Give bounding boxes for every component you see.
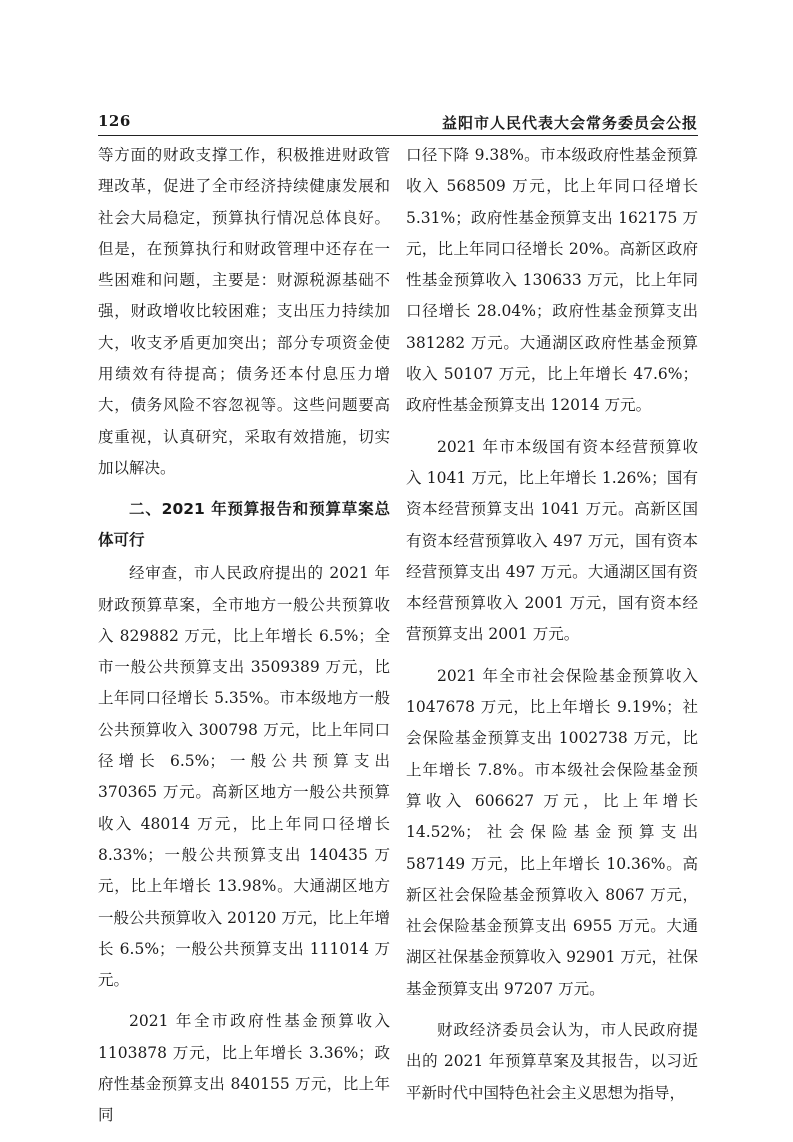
paragraph-government-fund: 2021 年全市政府性基金预算收入 1103878 万元，比上年增长 3.36%；政府性基金预算支出 840155 万元，比上年同 (98, 1012, 390, 1125)
page-number: 126 (98, 112, 131, 130)
section-heading: 二、2021 年预算报告和预算草案总体可行 (98, 500, 390, 550)
paragraph-social-insurance: 2021 年全市社会保险基金预算收入 1047678 万元，比上年增长 9.19%；社会保险基金预算支出 1002738 万元，比上年增长 7.8%。市本级社会保险基金预算收入 606627 万元，比上年增长 14.52%；社会保险基金预算支出 587149 万元，比上年增长 10.36%。高新区社会保险基金预算收入 8067 万元，社会保险基金预算支出 6955 万元。大通湖区社保基金预算收入 92901 万元，社保基金预算支出 97207 万元。 (406, 666, 698, 998)
paragraph-state-capital: 2021 年市本级国有资本经营预算收入 1041 万元，比上年增长 1.26%；国有资本经营预算支出 1041 万元。高新区国有资本经营预算收入 497 万元，国有资本经营预算支出 497 万元。大通湖区国有资本经营预算收入 2001 万元，国有资本经营预算支出 2001 万元。 (406, 437, 698, 644)
right-column (406, 140, 698, 1119)
header-divider (98, 135, 698, 136)
paragraph-fund-continued: 口径下降 9.38%。市本级政府性基金预算收入 568509 万元，比上年同口径增长 5.31%；政府性基金预算支出 162175 万元，比上年同口径增长 20%。高新区政府性基金预算收入 130633 万元，比上年同口径增长 28.04%；政府性基金预算支出 381282 万元。大通湖区政府性基金预算收入 50107 万元，比上年增长 47.6%；政府性基金预算支出 12014 万元。 (406, 146, 698, 415)
paragraph-continued: 等方面的财政支撑工作，积极推进财政管理改革，促进了全市经济持续健康发展和社会大局稳定，预算执行情况总体良好。但是，在预算执行和财政管理中还存在一些困难和问题，主要是：财源税源基础不强，财政增收比较困难；支出压力持续加大，收支矛盾更加突出；部分专项资金使用绩效有待提高；债务还本付息压力增大，债务风险不容忽视等。这些问题要高度重视，认真研究，采取有效措施，切实加以解决。 (98, 146, 390, 477)
left-column (98, 140, 390, 1142)
journal-title: 益阳市人民代表大会常务委员会公报 (441, 114, 698, 132)
page-header (98, 112, 698, 134)
paragraph-general-budget: 经审查，市人民政府提出的 2021 年财政预算草案，全市地方一般公共预算收入 829882 万元，比上年增长 6.5%；全市一般公共预算支出 3509389 万元，比上年同口径增长 5.35%。市本级地方一般公共预算收入 300798 万元，比上年同口径增长 6.5%；一般公共预算支出 370365 万元。高新区地方一般公共预算收入 48014 万元，比上年同口径增长 8.33%；一般公共预算支出 140435 万元，比上年增长 13.98%。大通湖区地方一般公共预算收入 20120 万元，比上年增长 6.5%；一般公共预算支出 111014 万元。 (98, 564, 390, 990)
paragraph-committee-opinion: 财政经济委员会认为，市人民政府提出的 2021 年预算草案及其报告，以习近平新时代中国特色社会主义思想为指导， (406, 1021, 698, 1102)
